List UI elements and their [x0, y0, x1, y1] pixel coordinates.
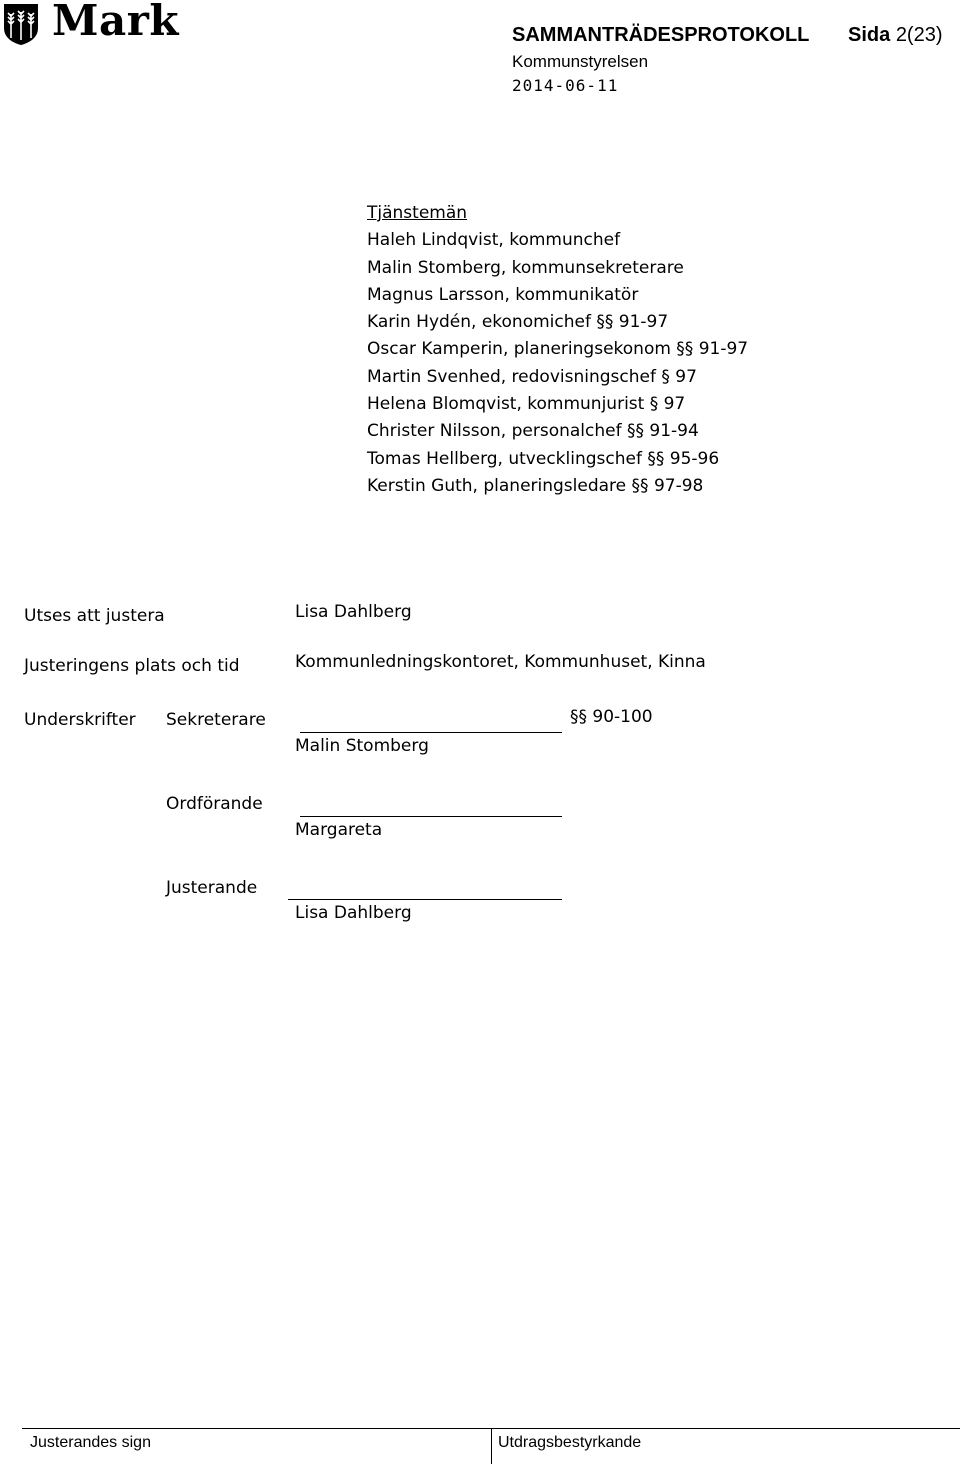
meeting-date: 2014-06-11 [512, 76, 619, 95]
official-item: Karin Hydén, ekonomichef §§ 91-97 [367, 312, 669, 333]
official-item: Magnus Larsson, kommunikatör [367, 284, 639, 305]
official-item: Oscar Kamperin, planeringsekonom §§ 91-97 [367, 339, 749, 360]
chair-signature-line [300, 816, 562, 817]
chair-role: Ordförande [166, 794, 263, 814]
chair-name: Margareta [295, 820, 383, 840]
committee-name: Kommunstyrelsen [512, 52, 649, 71]
adjuster-sign-field: Justerandes sign [30, 1434, 151, 1451]
logo-wordmark: Mark [52, 0, 179, 45]
page-label: Sida [848, 24, 891, 46]
adjuster-name: Lisa Dahlberg [295, 903, 412, 923]
official-item: Kerstin Guth, planeringsledare §§ 97-98 [367, 475, 704, 496]
extract-certification-field: Utdragsbestyrkande [498, 1434, 642, 1451]
municipality-shield-logo [2, 2, 40, 46]
official-item: Martin Svenhed, redovisningschef § 97 [367, 366, 697, 387]
footer-divider [491, 1429, 492, 1464]
appointed-adjuster-label: Utses att justera [24, 606, 165, 626]
page-number: 2(23) [895, 24, 943, 46]
adjustment-place-value: Kommunledningskontoret, Kommunhuset, Kinna [295, 652, 706, 672]
secretary-role: Sekreterare [166, 710, 266, 730]
official-item: Haleh Lindqvist, kommunchef [367, 230, 621, 251]
document-title: SAMMANTRÄDESPROTOKOLL [512, 24, 810, 46]
official-item: Christer Nilsson, personalchef §§ 91-94 [367, 421, 699, 442]
adjuster-role: Justerande [166, 878, 258, 898]
official-item: Tomas Hellberg, utvecklingschef §§ 95-96 [367, 448, 720, 469]
officials-list [367, 200, 748, 500]
adjuster-signature-line [288, 899, 562, 900]
signatures-label: Underskrifter [24, 710, 136, 730]
page-indicator [848, 24, 943, 47]
secretary-signature-line [300, 732, 562, 733]
footer [22, 1428, 960, 1464]
secretary-name: Malin Stomberg [295, 736, 429, 756]
official-item: Helena Blomqvist, kommunjurist § 97 [367, 394, 686, 415]
officials-heading: Tjänstemän [367, 203, 468, 223]
adjustment-place-label: Justeringens plats och tid [24, 656, 240, 676]
appointed-adjuster-value: Lisa Dahlberg [295, 602, 412, 622]
section-range: §§ 90-100 [570, 707, 653, 727]
official-item: Malin Stomberg, kommunsekreterare [367, 257, 684, 278]
